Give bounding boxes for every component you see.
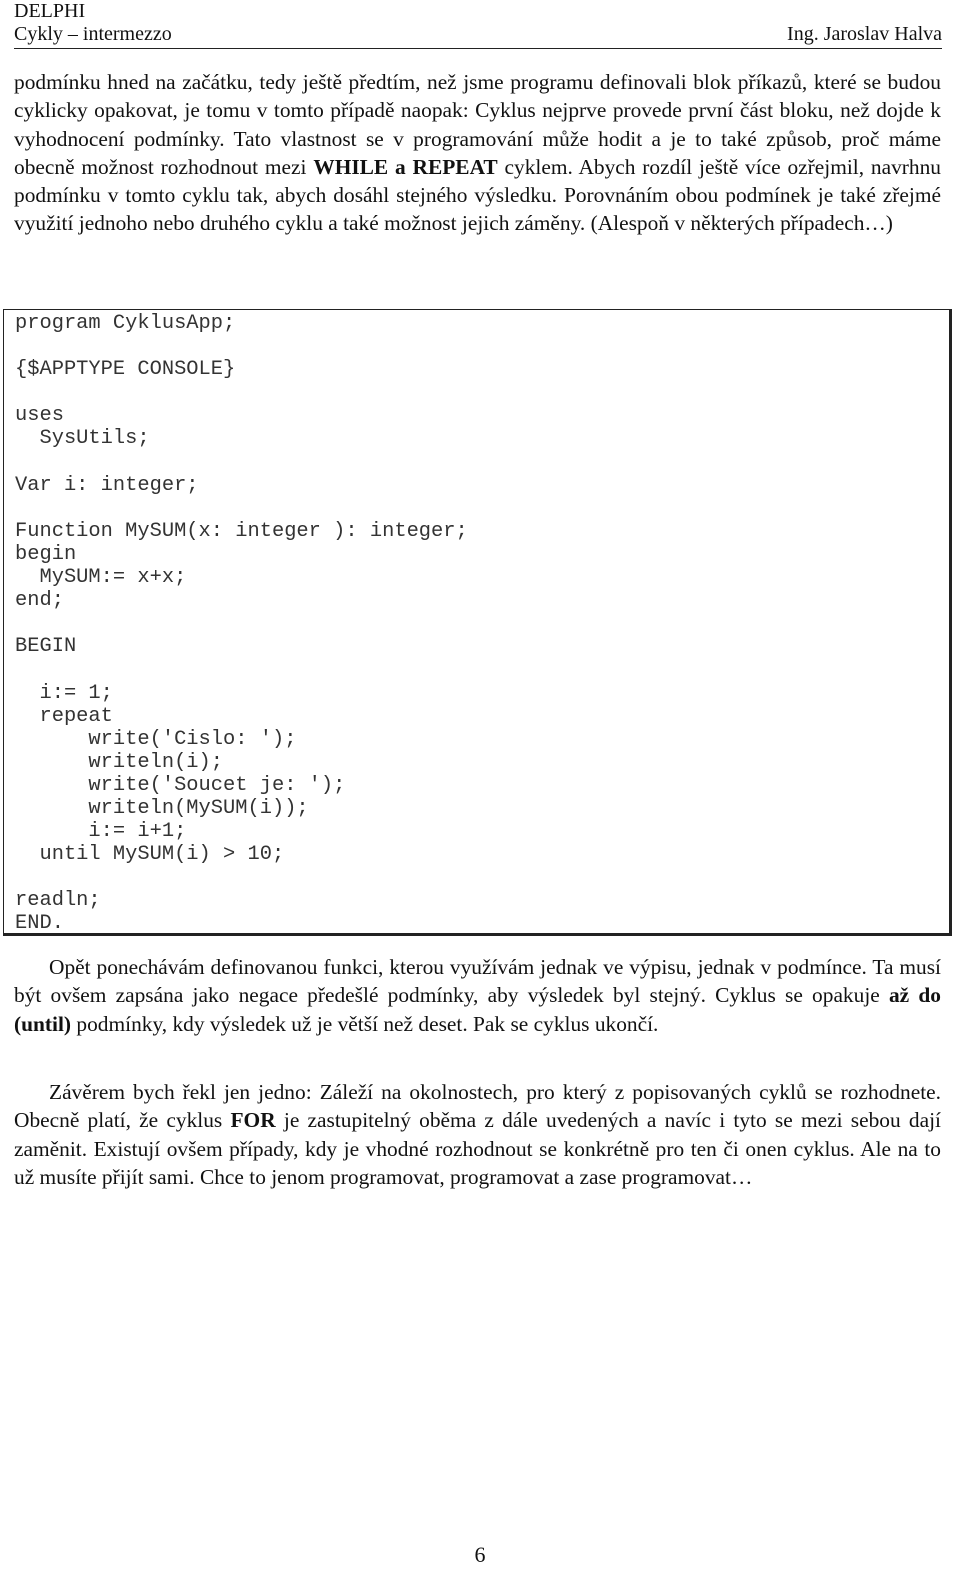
para2-bold: až do (until) — [14, 983, 941, 1036]
intro-text-b: cyklem. Abych rozdíl ještě více ozřejmil, navrhnu podmínku v tomto cyklu tak, abych dosáhl stejného výsledku. Porovnáním obou podmínek je také zřejmé využití jednoho nebo druhého cyklu a také možnost jejich záměny. (Alespoň v některých případech…) — [14, 154, 941, 236]
para2-text-b: podmínky, kdy výsledek už je větší než deset. Pak se cyklus ukončí. — [71, 1011, 659, 1036]
header-author: Ing. Jaroslav Halva — [787, 23, 942, 45]
intro-bold: WHILE a REPEAT — [313, 154, 498, 179]
code-listing-box — [3, 309, 952, 936]
intro-paragraph — [14, 68, 941, 238]
code-listing: program CyklusApp; {$APPTYPE CONSOLE} uses SysUtils; Var i: integer; Function MySUM(x: integer ): integer; begin MySUM:= x+x; end; BEGIN i:= 1; repeat write('Cislo: '); writeln(i); write('Soucet je: '); writeln(MySUM(i)); i:= i+1; until MySUM(i) > 10; readln; END. — [15, 312, 468, 936]
para3-bold: FOR — [230, 1108, 276, 1133]
header-subtitle: Cykly – intermezzo — [14, 23, 172, 45]
conclusion-paragraph — [14, 1078, 941, 1191]
page-number: 6 — [474, 1542, 486, 1567]
para3-text-b: je zastupitelný oběma z dále uvedených a navíc i tyto se mezi sebou dají zaměnit. Existují ovšem případy, kdy je vhodné rozhodnout se konkrétně pro ten či onen cyklus. Ale na to už musíte přijít sami. Chce to jenom programovat, programovat a zase programovat… — [14, 1108, 941, 1189]
intro-text-a: podmínku hned na začátku, tedy ještě předtím, než jsme programu definovali blok příkazů, které se budou cyklicky opakovat, je tomu v tomto případě naopak: Cyklus nejprve provede první část bloku, než dojde k vyhodnocení podmínky. Tato vlastnost se v programování může hodit a je to také způsob, proč máme obecně možnost rozhodnout mezi — [14, 70, 941, 179]
para3-text-a: Závěrem bych řekl jen jedno: Záleží na okolnostech, pro který z popisovaných cyklů se rozhodnete. Obecně platí, že cyklus — [14, 1080, 941, 1133]
para2-text-a: Opět ponechávám definovanou funkci, kterou využívám jednak ve výpisu, jednak v podmínce. Ta musí být ovšem zapsána jako negace předešlé podmínky, aby výsledek byl stejný. Cyklus se opakuje — [14, 955, 941, 1008]
explanation-paragraph — [14, 953, 941, 1038]
header-title: DELPHI — [14, 0, 86, 22]
page-header — [14, 0, 942, 49]
